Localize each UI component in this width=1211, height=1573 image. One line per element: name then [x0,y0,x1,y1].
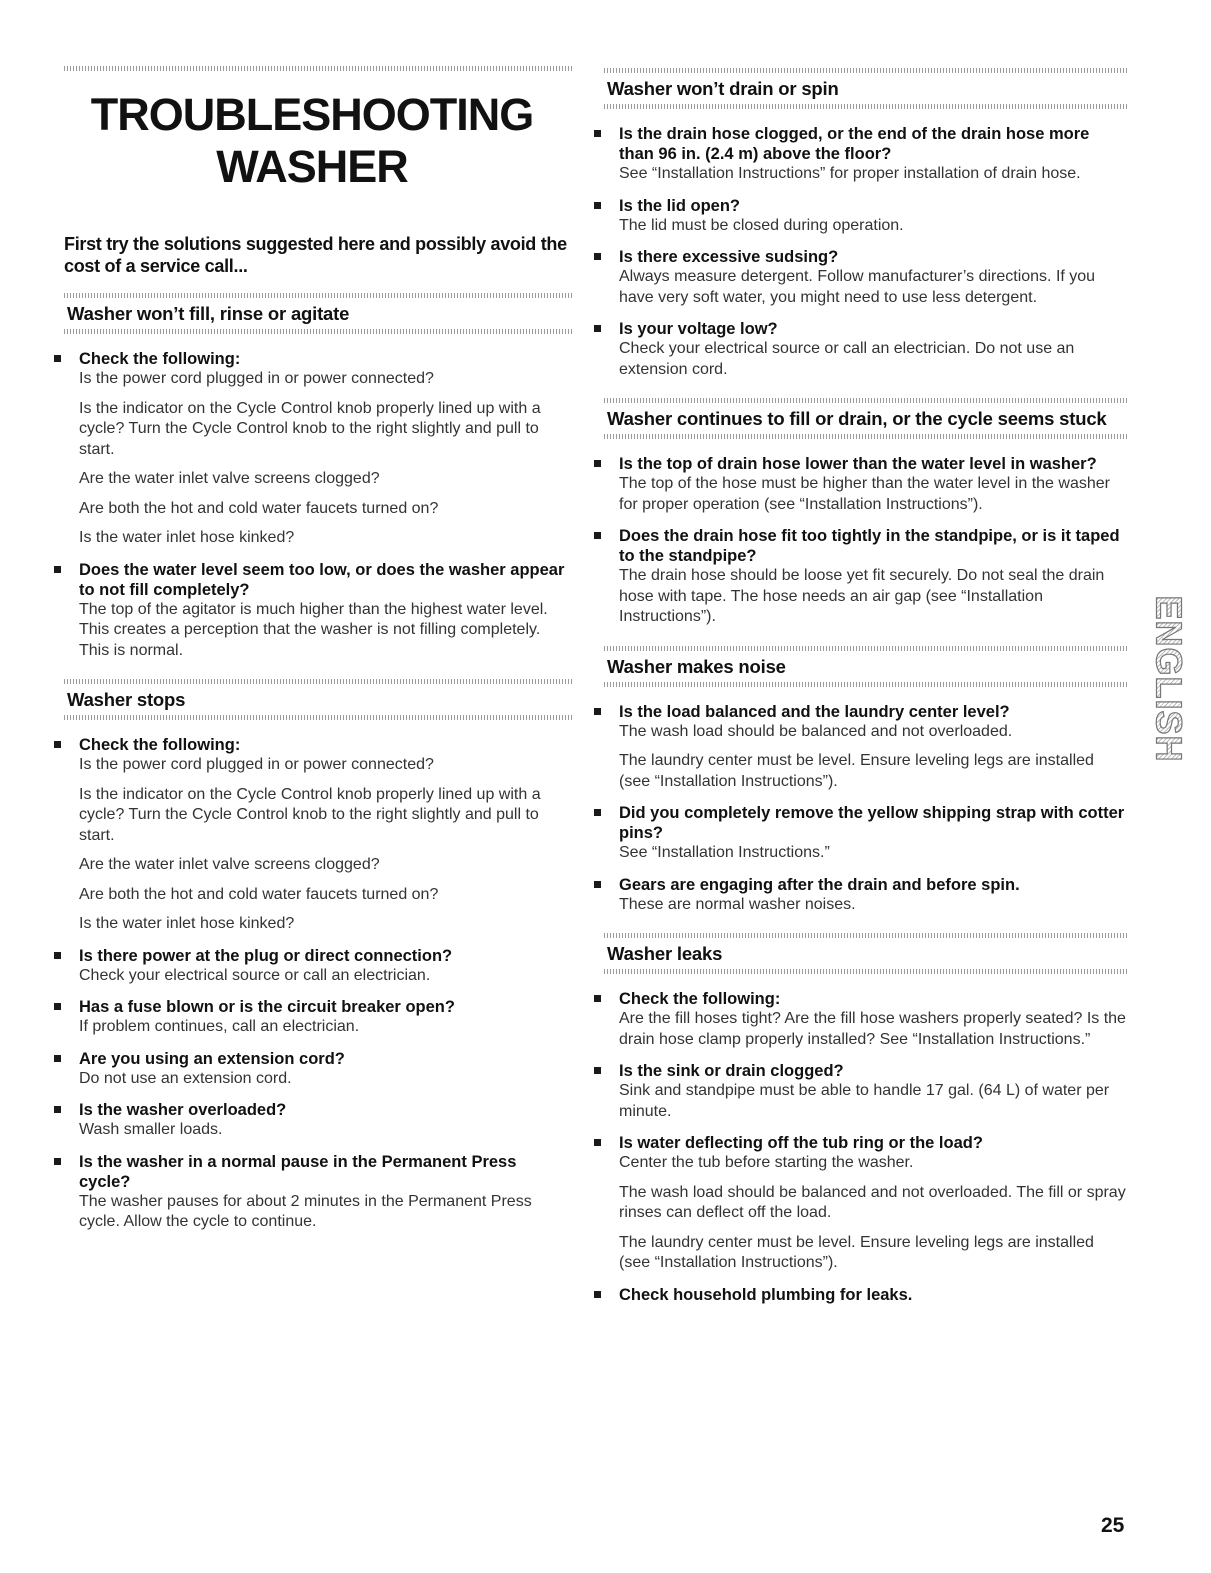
item-answer: The lid must be closed during operation. [619,216,904,234]
item-question: Is water deflecting off the tub ring or the load? [619,1134,983,1152]
item-question: Does the drain hose fit too tightly in the standpipe, or is it taped to the standpipe? [619,527,1120,565]
item-question: Is the lid open? [619,196,741,215]
troubleshooting-item [64,1100,572,1141]
item-question: Did you completely remove the yellow shipping strap with cotter pins? [619,804,1125,842]
troubleshooting-item [604,124,1128,185]
item-answer: The washer pauses for about 2 minutes in the Permanent Press cycle. Allow the cycle to continue. [79,1192,532,1230]
item-question: Check the following: [79,736,241,754]
troubleshooting-item [604,1133,1128,1274]
item-answer: The laundry center must be level. Ensure leveling legs are installed (see “Installation Instructions”). [619,1233,1094,1271]
divider [604,434,1128,439]
troubleshooting-item [604,454,1128,515]
bullet-icon [594,253,601,260]
page-title [52,89,572,193]
item-question: Is there power at the plug or direct connection? [79,946,453,965]
bullet-icon [594,881,601,888]
item-answer: Always measure detergent. Follow manufacturer’s directions. If you have very soft water, you might need to use less detergent. [619,268,1096,306]
troubleshooting-item [604,319,1128,380]
divider [604,68,1128,73]
troubleshooting-item [64,349,572,549]
bullet-icon [54,355,61,362]
item-question: Check the following: [619,990,781,1008]
item-question: Is the sink or drain clogged? [619,1062,844,1080]
bullet-icon [54,741,61,748]
bullet-icon [54,1055,61,1062]
bullet-icon [54,1106,61,1113]
troubleshooting-item [604,875,1128,916]
bullet-icon [54,1003,61,1010]
troubleshooting-item [64,735,572,935]
troubleshooting-item [64,560,572,662]
troubleshooting-item [604,196,1128,237]
troubleshooting-section [604,68,1128,380]
item-answer: If problem continues, call an electrician. [79,1018,360,1035]
item-answer: Is the water inlet hose kinked? [79,915,295,932]
troubleshooting-item [64,997,572,1038]
troubleshooting-section [604,398,1128,628]
item-question: Check the following: [79,350,241,368]
item-answer: These are normal washer noises. [619,895,856,913]
item-question: Is the top of drain hose lower than the water level in washer? [619,455,1097,473]
bullet-icon [594,809,601,816]
item-question: Has a fuse blown or is the circuit breaker open? [79,998,455,1016]
divider [64,329,572,334]
troubleshooting-item [64,1049,572,1090]
item-answer: See “Installation Instructions” for proper installation of drain hose. [619,165,1081,182]
item-answer: Is the power cord plugged in or power connected? [79,370,434,387]
divider [604,933,1128,938]
bullet-icon [594,1291,601,1298]
divider [64,293,572,298]
language-side-tab [1148,563,1188,795]
troubleshooting-item [64,946,572,987]
section-heading: Washer makes noise [607,655,786,677]
item-answer: Check your electrical source or call an electrician. [79,966,431,984]
item-question: Is your voltage low? [619,320,778,338]
title-line-2: WASHER [216,141,408,192]
divider [64,715,572,720]
troubleshooting-item [604,1061,1128,1122]
bullet-icon [594,708,601,715]
divider [64,679,572,684]
troubleshooting-section [64,293,572,661]
item-question: Gears are engaging after the drain and before spin. [619,875,1020,894]
troubleshooting-section [604,933,1128,1305]
item-answer: Is the indicator on the Cycle Control knob properly lined up with a cycle? Turn the Cycle Control knob to the right slightly and pull to start. [79,785,541,844]
item-question: Is the drain hose clogged, or the end of the drain hose more than 96 in. (2.4 m) above the floor? [619,125,1090,163]
divider [604,969,1128,974]
sections [64,293,572,1233]
side-tab-label: ENGLISH [1148,595,1190,763]
item-answer: Is the indicator on the Cycle Control knob properly lined up with a cycle? Turn the Cycle Control knob to the right slightly and pull to start. [79,399,541,458]
item-answer: Are the water inlet valve screens clogged? [79,470,380,487]
item-question: Is the load balanced and the laundry center level? [619,702,1010,721]
item-answer: Are the fill hoses tight? Are the fill hose washers properly seated? Is the drain hose clamp properly installed? See “Installation Instructions.” [619,1010,1126,1048]
page-number: 25 [1101,1514,1125,1537]
item-answer: Are the water inlet valve screens clogged? [79,856,380,873]
item-answer: Are both the hot and cold water faucets turned on? [79,885,439,903]
item-question: Does the water level seem too low, or does the washer appear to not fill completely? [79,560,565,599]
item-answer: See “Installation Instructions.” [619,844,830,861]
troubleshooting-section [64,679,572,1233]
left-column [64,0,572,1233]
item-answer: The wash load should be balanced and not overloaded. [619,722,1013,740]
item-answer: Center the tub before starting the washer. [619,1154,914,1171]
item-answer: The top of the hose must be higher than the water level in the washer for proper operation (see “Installation Instructions”). [619,475,1110,513]
item-answer: The wash load should be balanced and not overloaded. The fill or spray rinses can deflect off the load. [619,1183,1126,1221]
item-answer: Are both the hot and cold water faucets turned on? [79,499,439,517]
troubleshooting-item [604,702,1128,793]
intro-text: First try the solutions suggested here and possibly avoid the cost of a service call... [64,234,567,276]
troubleshooting-section [604,646,1128,916]
divider [604,398,1128,403]
bullet-icon [54,952,61,959]
divider [604,682,1128,687]
item-answer: The top of the agitator is much higher than the highest water level. This creates a perception that the washer is not filling completely. This is normal. [79,600,548,659]
item-question: Is there excessive sudsing? [619,248,839,266]
bullet-icon [594,1139,601,1146]
bullet-icon [54,1158,61,1165]
troubleshooting-item [604,247,1128,308]
section-heading: Washer stops [67,689,186,710]
section-heading: Washer leaks [607,943,723,964]
item-answer: The laundry center must be level. Ensure leveling legs are installed (see “Installation Instructions”). [619,752,1094,790]
item-answer: Is the water inlet hose kinked? [79,529,295,546]
divider [64,66,572,71]
bullet-icon [594,1067,601,1074]
troubleshooting-item [64,1152,572,1233]
title-line-1: TROUBLESHOOTING [90,89,534,140]
item-answer: Check your electrical source or call an electrician. Do not use an extension cord. [619,340,1075,378]
troubleshooting-item [604,989,1128,1050]
divider [604,104,1128,109]
troubleshooting-item [604,1285,1128,1305]
troubleshooting-item [604,803,1128,864]
right-column [604,0,1128,1305]
item-question: Are you using an extension cord? [79,1049,345,1068]
bullet-icon [594,532,601,539]
item-answer: Do not use an extension cord. [79,1069,292,1087]
section-heading: Washer won’t drain or spin [607,78,839,99]
bullet-icon [594,460,601,467]
item-answer: Wash smaller loads. [79,1121,223,1138]
item-answer: Sink and standpipe must be able to handle 17 gal. (64 L) of water per minute. [619,1082,1110,1120]
sections [604,0,1128,1305]
bullet-icon [594,325,601,332]
item-question: Is the washer in a normal pause in the Permanent Press cycle? [79,1152,517,1191]
bullet-icon [594,995,601,1002]
section-heading: Washer continues to fill or drain, or the cycle seems stuck [607,408,1107,429]
item-question: Check household plumbing for leaks. [619,1285,913,1304]
item-question: Is the washer overloaded? [79,1101,287,1119]
section-heading: Washer won’t fill, rinse or agitate [67,303,350,324]
divider [604,646,1128,651]
item-answer: The drain hose should be loose yet fit securely. Do not seal the drain hose with tape. The hose needs an air gap (see “Installation Instructions”). [619,567,1105,625]
bullet-icon [594,130,601,137]
troubleshooting-item [604,526,1128,628]
bullet-icon [54,566,61,573]
bullet-icon [594,202,601,209]
item-answer: Is the power cord plugged in or power connected? [79,756,434,773]
